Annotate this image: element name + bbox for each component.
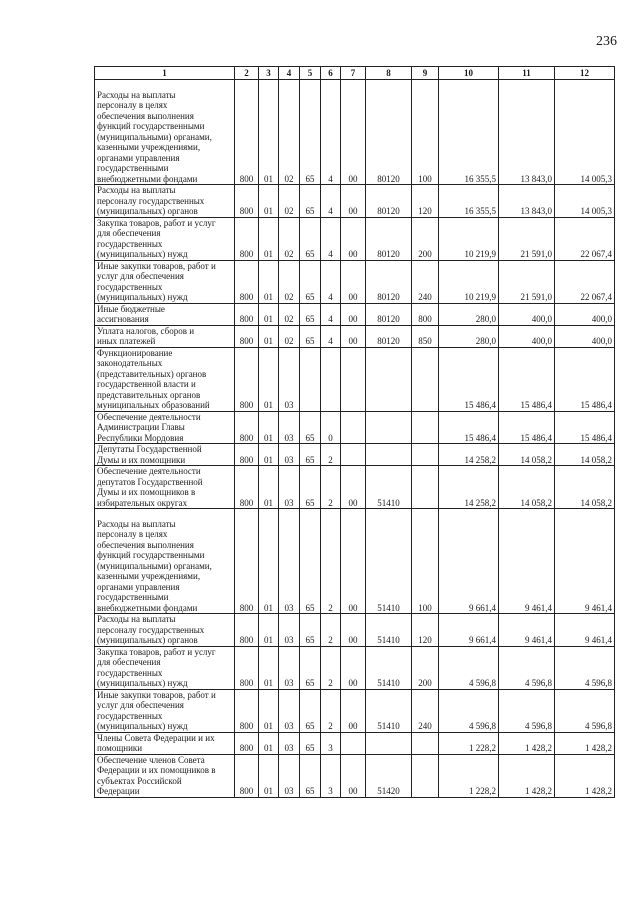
cell-col-2: 800 <box>235 466 259 509</box>
cell-col-8: 80120 <box>366 303 412 325</box>
cell-col-5: 65 <box>300 185 321 218</box>
cell-col-11: 15 486,4 <box>499 411 555 444</box>
cell-col-10: 280,0 <box>439 303 499 325</box>
cell-col-8 <box>366 347 412 411</box>
cell-col-9: 120 <box>412 614 439 647</box>
cell-col-12: 14 058,2 <box>555 444 615 466</box>
cell-col-5: 65 <box>300 466 321 509</box>
cell-col-10: 4 596,8 <box>439 646 499 689</box>
cell-col-10: 1 228,2 <box>439 732 499 754</box>
column-header-1: 1 <box>95 67 235 80</box>
cell-col-8 <box>366 732 412 754</box>
cell-col-9 <box>412 411 439 444</box>
row-name-cell: Депутаты Государственной Думы и их помощники <box>95 444 235 466</box>
table-row <box>95 689 615 732</box>
cell-col-2: 800 <box>235 80 259 185</box>
cell-col-12: 14 058,2 <box>555 466 615 509</box>
cell-col-8: 80120 <box>366 217 412 260</box>
cell-col-7: 00 <box>341 217 366 260</box>
cell-col-11: 4 596,8 <box>499 689 555 732</box>
cell-col-3: 01 <box>259 754 279 797</box>
column-header-12: 12 <box>555 67 615 80</box>
cell-col-9: 100 <box>412 509 439 614</box>
row-name-cell: Расходы на выплаты персоналу государственных (муниципальных) органов <box>95 614 235 647</box>
cell-col-5: 65 <box>300 732 321 754</box>
cell-col-2: 800 <box>235 689 259 732</box>
cell-col-6: 4 <box>321 325 341 347</box>
table-header-row <box>95 67 615 80</box>
cell-col-8: 80120 <box>366 185 412 218</box>
table-row <box>95 646 615 689</box>
cell-col-8: 51420 <box>366 754 412 797</box>
cell-col-4: 03 <box>279 466 300 509</box>
row-name-cell: Функционирование законодательных (представительных) органов государственной власти и представительных органов муниципальных образований <box>95 347 235 411</box>
cell-col-10: 10 219,9 <box>439 217 499 260</box>
cell-col-7: 00 <box>341 689 366 732</box>
cell-col-6: 2 <box>321 444 341 466</box>
cell-col-3: 01 <box>259 185 279 218</box>
page-number: 236 <box>596 34 617 49</box>
cell-col-9: 240 <box>412 689 439 732</box>
cell-col-5: 65 <box>300 80 321 185</box>
cell-col-3: 01 <box>259 411 279 444</box>
cell-col-12: 1 428,2 <box>555 732 615 754</box>
cell-col-11: 9 461,4 <box>499 614 555 647</box>
cell-col-3: 01 <box>259 217 279 260</box>
cell-col-2: 800 <box>235 217 259 260</box>
cell-col-3: 01 <box>259 347 279 411</box>
cell-col-5: 65 <box>300 509 321 614</box>
table-row <box>95 325 615 347</box>
cell-col-11: 21 591,0 <box>499 217 555 260</box>
cell-col-10: 15 486,4 <box>439 347 499 411</box>
cell-col-7: 00 <box>341 614 366 647</box>
budget-table <box>94 66 615 798</box>
cell-col-9 <box>412 347 439 411</box>
cell-col-5: 65 <box>300 260 321 303</box>
cell-col-10: 4 596,8 <box>439 689 499 732</box>
cell-col-7 <box>341 732 366 754</box>
column-header-8: 8 <box>366 67 412 80</box>
cell-col-7: 00 <box>341 260 366 303</box>
column-header-6: 6 <box>321 67 341 80</box>
cell-col-11: 14 058,2 <box>499 444 555 466</box>
cell-col-11: 4 596,8 <box>499 646 555 689</box>
cell-col-8: 80120 <box>366 325 412 347</box>
cell-col-9 <box>412 754 439 797</box>
row-name-cell: Иные закупки товаров, работ и услуг для обеспечения государственных (муниципальных) нужд <box>95 689 235 732</box>
cell-col-6: 2 <box>321 466 341 509</box>
table-row <box>95 754 615 797</box>
row-name-cell: Расходы на выплаты персоналу в целях обеспечения выполнения функций государственными (муниципальными) органами, казенными учреждениями, органами управления государственными внебюджетными фондами <box>95 509 235 614</box>
cell-col-4: 02 <box>279 80 300 185</box>
cell-col-6: 0 <box>321 411 341 444</box>
cell-col-4: 02 <box>279 217 300 260</box>
cell-col-12: 400,0 <box>555 303 615 325</box>
cell-col-6 <box>321 347 341 411</box>
cell-col-6: 2 <box>321 689 341 732</box>
cell-col-8 <box>366 444 412 466</box>
cell-col-8: 51410 <box>366 466 412 509</box>
cell-col-9: 120 <box>412 185 439 218</box>
cell-col-5: 65 <box>300 217 321 260</box>
cell-col-2: 800 <box>235 303 259 325</box>
cell-col-10: 16 355,5 <box>439 80 499 185</box>
cell-col-11: 400,0 <box>499 303 555 325</box>
cell-col-3: 01 <box>259 466 279 509</box>
cell-col-5: 65 <box>300 689 321 732</box>
column-header-9: 9 <box>412 67 439 80</box>
table-row <box>95 347 615 411</box>
cell-col-9: 240 <box>412 260 439 303</box>
cell-col-10: 16 355,5 <box>439 185 499 218</box>
cell-col-3: 01 <box>259 732 279 754</box>
cell-col-2: 800 <box>235 646 259 689</box>
cell-col-2: 800 <box>235 260 259 303</box>
row-name-cell: Закупка товаров, работ и услуг для обеспечения государственных (муниципальных) нужд <box>95 646 235 689</box>
cell-col-2: 800 <box>235 509 259 614</box>
cell-col-2: 800 <box>235 444 259 466</box>
column-header-10: 10 <box>439 67 499 80</box>
column-header-2: 2 <box>235 67 259 80</box>
cell-col-3: 01 <box>259 509 279 614</box>
cell-col-9: 200 <box>412 646 439 689</box>
cell-col-7: 00 <box>341 185 366 218</box>
cell-col-8: 51410 <box>366 614 412 647</box>
cell-col-5: 65 <box>300 303 321 325</box>
cell-col-11: 1 428,2 <box>499 732 555 754</box>
cell-col-3: 01 <box>259 325 279 347</box>
cell-col-12: 22 067,4 <box>555 217 615 260</box>
cell-col-6: 2 <box>321 646 341 689</box>
cell-col-4: 03 <box>279 411 300 444</box>
cell-col-10: 9 661,4 <box>439 614 499 647</box>
cell-col-11: 1 428,2 <box>499 754 555 797</box>
row-name-cell: Члены Совета Федерации и их помощники <box>95 732 235 754</box>
cell-col-4: 03 <box>279 614 300 647</box>
cell-col-2: 800 <box>235 347 259 411</box>
row-name-cell: Закупка товаров, работ и услуг для обеспечения государственных (муниципальных) нужд <box>95 217 235 260</box>
cell-col-2: 800 <box>235 411 259 444</box>
cell-col-2: 800 <box>235 754 259 797</box>
cell-col-4: 02 <box>279 185 300 218</box>
cell-col-12: 14 005,3 <box>555 185 615 218</box>
cell-col-11: 400,0 <box>499 325 555 347</box>
cell-col-6: 3 <box>321 732 341 754</box>
cell-col-11: 9 461,4 <box>499 509 555 614</box>
cell-col-4: 03 <box>279 509 300 614</box>
cell-col-12: 15 486,4 <box>555 347 615 411</box>
cell-col-4: 03 <box>279 754 300 797</box>
cell-col-3: 01 <box>259 260 279 303</box>
cell-col-11: 15 486,4 <box>499 347 555 411</box>
cell-col-5: 65 <box>300 325 321 347</box>
table-row <box>95 185 615 218</box>
cell-col-4: 02 <box>279 325 300 347</box>
cell-col-4: 03 <box>279 444 300 466</box>
cell-col-2: 800 <box>235 732 259 754</box>
cell-col-12: 22 067,4 <box>555 260 615 303</box>
cell-col-8: 51410 <box>366 689 412 732</box>
cell-col-12: 1 428,2 <box>555 754 615 797</box>
cell-col-2: 800 <box>235 614 259 647</box>
cell-col-8: 51410 <box>366 509 412 614</box>
cell-col-3: 01 <box>259 303 279 325</box>
cell-col-9 <box>412 732 439 754</box>
cell-col-4: 02 <box>279 260 300 303</box>
row-name-cell: Иные закупки товаров, работ и услуг для обеспечения государственных (муниципальных) нужд <box>95 260 235 303</box>
cell-col-4: 03 <box>279 347 300 411</box>
cell-col-2: 800 <box>235 185 259 218</box>
cell-col-7 <box>341 411 366 444</box>
cell-col-5 <box>300 347 321 411</box>
cell-col-6: 3 <box>321 754 341 797</box>
row-name-cell: Обеспечение членов Совета Федерации и их помощников в субъектах Российской Федерации <box>95 754 235 797</box>
cell-col-11: 21 591,0 <box>499 260 555 303</box>
cell-col-6: 4 <box>321 260 341 303</box>
cell-col-8: 80120 <box>366 80 412 185</box>
cell-col-12: 4 596,8 <box>555 689 615 732</box>
cell-col-5: 65 <box>300 411 321 444</box>
row-name-cell: Обеспечение деятельности депутатов Государственной Думы и их помощников в избирательных округах <box>95 466 235 509</box>
cell-col-8: 51410 <box>366 646 412 689</box>
cell-col-6: 4 <box>321 303 341 325</box>
cell-col-7 <box>341 444 366 466</box>
cell-col-12: 14 005,3 <box>555 80 615 185</box>
cell-col-4: 03 <box>279 646 300 689</box>
column-header-7: 7 <box>341 67 366 80</box>
cell-col-8 <box>366 411 412 444</box>
cell-col-7 <box>341 347 366 411</box>
cell-col-5: 65 <box>300 444 321 466</box>
cell-col-3: 01 <box>259 689 279 732</box>
cell-col-9: 800 <box>412 303 439 325</box>
column-header-11: 11 <box>499 67 555 80</box>
table-row <box>95 303 615 325</box>
cell-col-10: 10 219,9 <box>439 260 499 303</box>
cell-col-9: 850 <box>412 325 439 347</box>
cell-col-12: 9 461,4 <box>555 509 615 614</box>
cell-col-9 <box>412 444 439 466</box>
row-name-cell: Расходы на выплаты персоналу в целях обеспечения выполнения функций государственными (муниципальными) органами, казенными учреждениями, органами управления государственными внебюджетными фондами <box>95 80 235 185</box>
column-header-5: 5 <box>300 67 321 80</box>
cell-col-6: 4 <box>321 80 341 185</box>
cell-col-12: 4 596,8 <box>555 646 615 689</box>
cell-col-3: 01 <box>259 80 279 185</box>
table-row <box>95 466 615 509</box>
cell-col-11: 13 843,0 <box>499 185 555 218</box>
cell-col-5: 65 <box>300 646 321 689</box>
cell-col-12: 400,0 <box>555 325 615 347</box>
cell-col-7: 00 <box>341 303 366 325</box>
cell-col-12: 15 486,4 <box>555 411 615 444</box>
cell-col-9 <box>412 466 439 509</box>
cell-col-6: 4 <box>321 185 341 218</box>
cell-col-7: 00 <box>341 466 366 509</box>
cell-col-6: 2 <box>321 614 341 647</box>
cell-col-4: 03 <box>279 732 300 754</box>
table-row <box>95 80 615 185</box>
row-name-cell: Расходы на выплаты персоналу государственных (муниципальных) органов <box>95 185 235 218</box>
cell-col-4: 02 <box>279 303 300 325</box>
cell-col-10: 280,0 <box>439 325 499 347</box>
cell-col-10: 14 258,2 <box>439 444 499 466</box>
cell-col-5: 65 <box>300 614 321 647</box>
cell-col-11: 13 843,0 <box>499 80 555 185</box>
table-row <box>95 732 615 754</box>
table-row <box>95 260 615 303</box>
cell-col-7: 00 <box>341 80 366 185</box>
cell-col-3: 01 <box>259 646 279 689</box>
cell-col-4: 03 <box>279 689 300 732</box>
table-row <box>95 614 615 647</box>
table-row <box>95 444 615 466</box>
row-name-cell: Уплата налогов, сборов и иных платежей <box>95 325 235 347</box>
row-name-cell: Обеспечение деятельности Администрации Главы Республики Мордовия <box>95 411 235 444</box>
cell-col-7: 00 <box>341 754 366 797</box>
cell-col-6: 4 <box>321 217 341 260</box>
column-header-4: 4 <box>279 67 300 80</box>
row-name-cell: Иные бюджетные ассигнования <box>95 303 235 325</box>
cell-col-7: 00 <box>341 509 366 614</box>
cell-col-3: 01 <box>259 614 279 647</box>
cell-col-10: 14 258,2 <box>439 466 499 509</box>
table-row <box>95 411 615 444</box>
cell-col-6: 2 <box>321 509 341 614</box>
cell-col-10: 9 661,4 <box>439 509 499 614</box>
cell-col-7: 00 <box>341 325 366 347</box>
cell-col-9: 100 <box>412 80 439 185</box>
cell-col-3: 01 <box>259 444 279 466</box>
cell-col-8: 80120 <box>366 260 412 303</box>
table-body <box>95 80 615 798</box>
cell-col-10: 15 486,4 <box>439 411 499 444</box>
cell-col-2: 800 <box>235 325 259 347</box>
cell-col-11: 14 058,2 <box>499 466 555 509</box>
table-row <box>95 217 615 260</box>
column-header-3: 3 <box>259 67 279 80</box>
cell-col-10: 1 228,2 <box>439 754 499 797</box>
cell-col-12: 9 461,4 <box>555 614 615 647</box>
cell-col-9: 200 <box>412 217 439 260</box>
cell-col-5: 65 <box>300 754 321 797</box>
cell-col-7: 00 <box>341 646 366 689</box>
table-row <box>95 509 615 614</box>
